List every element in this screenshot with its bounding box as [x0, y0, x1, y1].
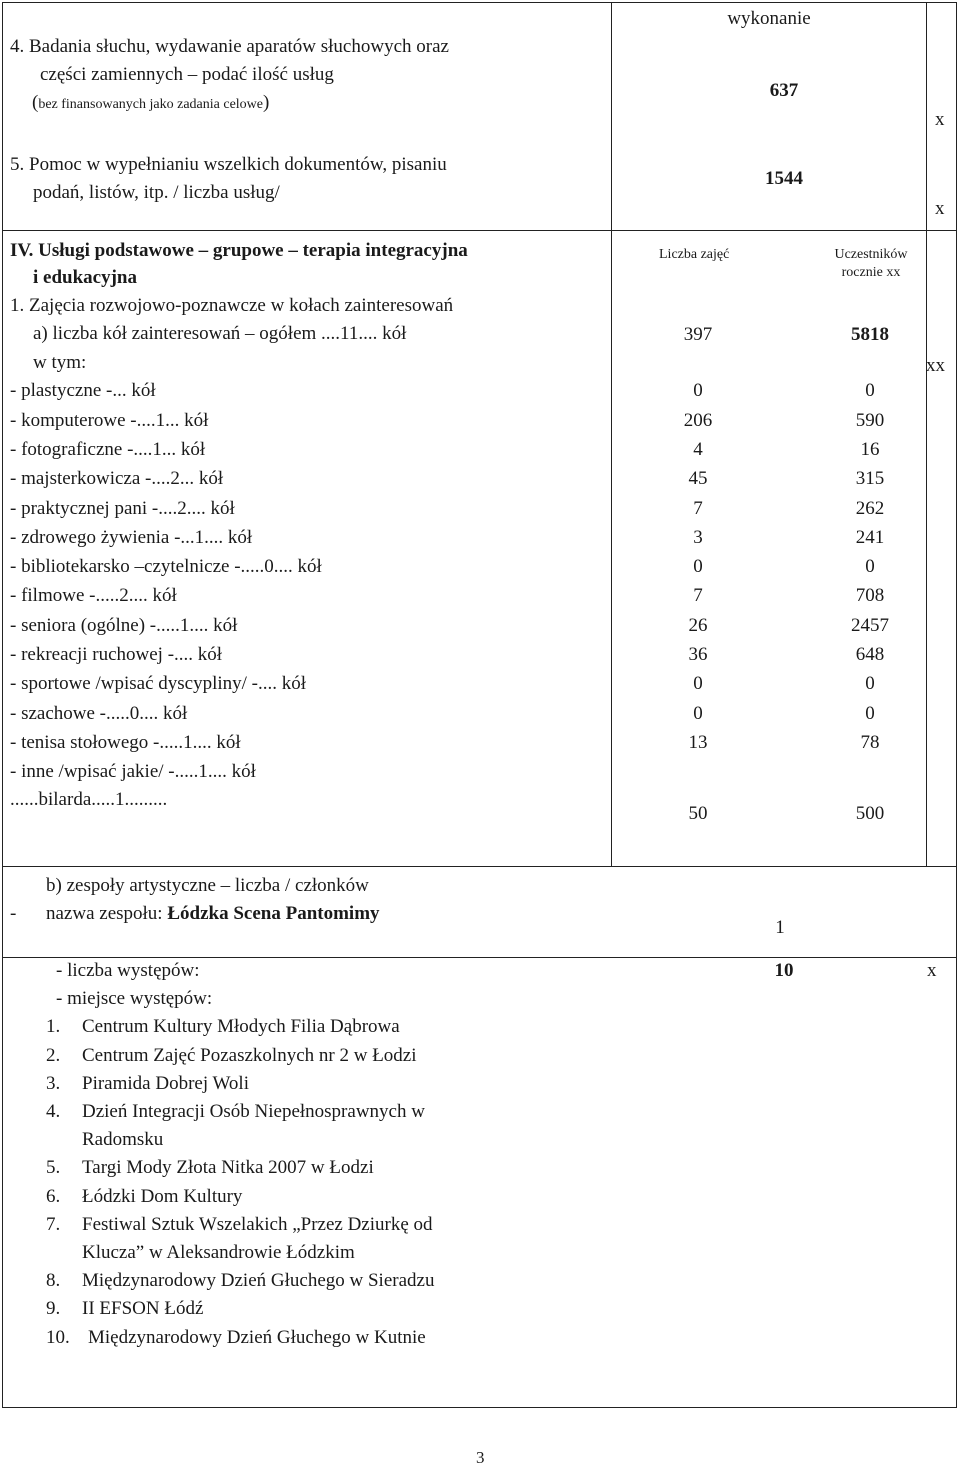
section-title-line-1: IV. Usługi podstawowe – grupowe – terapia integracyjna [10, 240, 468, 261]
place-number: 8. [46, 1270, 61, 1291]
row-divider-wystepy [2, 957, 957, 958]
item-4-line-3: (bez finansowanych jako zadania celowe) [32, 92, 270, 113]
table-border-top [2, 2, 957, 3]
row-divider-zespoly [2, 866, 957, 867]
row-zajec: 36 [688, 644, 708, 665]
row-uczest: 708 [855, 585, 885, 606]
header-uczestnikow-line-2: rocznie xx [841, 265, 901, 280]
zespoly-dash: - [10, 903, 17, 924]
page-number: 3 [476, 1448, 485, 1467]
row-zajec: 7 [693, 585, 703, 606]
section-title-line-2: i edukacyjna [33, 267, 137, 288]
row-zajec: 13 [688, 732, 708, 753]
row-zajec: 4 [693, 439, 703, 460]
zespoly-count: 1 [775, 917, 785, 938]
item-1-line-2: a) liczba kół zainteresowań – ogółem ....11.... kół [33, 323, 407, 344]
row-divider-top-section [2, 230, 957, 231]
row-label: - komputerowe -....1... kół [10, 410, 209, 431]
column-divider-left [611, 2, 612, 866]
row-label: - plastyczne -... kół [10, 380, 156, 401]
total-liczba-zajec: 397 [683, 324, 713, 345]
row-uczest: 0 [865, 556, 875, 577]
place-text: Festiwal Sztuk Wszelakich „Przez Dziurkę od [82, 1214, 433, 1235]
row-uczest: 0 [865, 703, 875, 724]
inne-label-line-1: - inne /wpisać jakie/ -.....1.... kół [10, 761, 256, 782]
row-label: - tenisa stołowego -.....1.... kół [10, 732, 241, 753]
row-zajec: 7 [693, 498, 703, 519]
inne-zajec: 50 [688, 803, 708, 824]
header-liczba-zajec: Liczba zajęć [659, 247, 730, 262]
place-text: Dzień Integracji Osób Niepełnosprawnych w [82, 1101, 425, 1122]
place-number: 10. [46, 1327, 70, 1348]
row-uczest: 0 [865, 380, 875, 401]
place-number: 6. [46, 1186, 61, 1207]
place-text: Piramida Dobrej Woli [82, 1073, 249, 1094]
row-label: - szachowe -.....0.... kół [10, 703, 188, 724]
place-number: 1. [46, 1016, 61, 1037]
value-item-4: 637 [769, 80, 799, 101]
column-header-wykonanie: wykonanie [727, 8, 811, 29]
inne-label-line-2: ......bilarda.....1......... [10, 789, 168, 810]
item-5-line-1: 5. Pomoc w wypełnianiu wszelkich dokumentów, pisaniu [10, 154, 447, 175]
row-uczest: 648 [855, 644, 885, 665]
place-text: Targi Mody Złota Nitka 2007 w Łodzi [82, 1157, 374, 1178]
miejsce-label: - miejsce występów: [56, 988, 213, 1009]
place-text: Centrum Kultury Młodych Filia Dąbrowa [82, 1016, 400, 1037]
row-zajec: 0 [693, 380, 703, 401]
row-label: - majsterkowicza -....2... kół [10, 468, 224, 489]
row-uczest: 16 [860, 439, 880, 460]
item-1-line-3: w tym: [33, 352, 87, 373]
row-label: - sportowe /wpisać dyscypliny/ -.... kół [10, 673, 307, 694]
place-number: 3. [46, 1073, 61, 1094]
place-number: 4. [46, 1101, 61, 1122]
place-text-cont: Radomsku [82, 1129, 164, 1150]
x-mark-item-5: x [935, 198, 945, 219]
table-border-bottom [2, 1407, 957, 1408]
place-text: Międzynarodowy Dzień Głuchego w Kutnie [88, 1327, 426, 1348]
x-mark-item-4: x [935, 109, 945, 130]
item-4-line-2: części zamiennych – podać ilość usług [40, 64, 334, 85]
row-uczest: 78 [860, 732, 880, 753]
row-zajec: 45 [688, 468, 708, 489]
row-label: - bibliotekarsko –czytelnicze -.....0.... kół [10, 556, 322, 577]
zespoly-name-line: nazwa zespołu: Łódzka Scena Pantomimy [46, 903, 380, 924]
wystepy-label: - liczba występów: [56, 960, 200, 981]
total-uczestnikow: 5818 [851, 324, 889, 345]
row-label: - seniora (ogólne) -.....1.... kół [10, 615, 238, 636]
row-uczest: 262 [855, 498, 885, 519]
row-zajec: 3 [693, 527, 703, 548]
item-5-line-2: podań, listów, itp. / liczba usług/ [33, 182, 280, 203]
header-uczestnikow-line-1: Uczestników [834, 247, 908, 262]
row-label: - rekreacji ruchowej -.... kół [10, 644, 223, 665]
row-zajec: 206 [683, 410, 713, 431]
place-text-cont: Klucza” w Aleksandrowie Łódzkim [82, 1242, 355, 1263]
place-text: II EFSON Łódź [82, 1298, 204, 1319]
row-zajec: 26 [688, 615, 708, 636]
row-label: - filmowe -.....2.... kół [10, 585, 177, 606]
row-uczest: 2457 [851, 615, 889, 636]
item-1-line-1: 1. Zajęcia rozwojowo-poznawcze w kołach zainteresowań [10, 295, 454, 316]
column-divider-right [926, 2, 927, 866]
row-zajec: 0 [693, 703, 703, 724]
row-label: - praktycznej pani -....2.... kół [10, 498, 235, 519]
row-uczest: 315 [855, 468, 885, 489]
wystepy-x-mark: x [927, 960, 937, 981]
place-text: Łódzki Dom Kultury [82, 1186, 243, 1207]
value-item-5: 1544 [765, 168, 803, 189]
row-zajec: 0 [693, 556, 703, 577]
row-label: - zdrowego żywienia -...1.... kół [10, 527, 253, 548]
row-zajec: 0 [693, 673, 703, 694]
row-uczest: 241 [855, 527, 885, 548]
xx-mark: xx [926, 355, 945, 376]
row-uczest: 590 [855, 410, 885, 431]
place-text: Międzynarodowy Dzień Głuchego w Sieradzu [82, 1270, 435, 1291]
table-border-left [2, 2, 3, 1408]
place-number: 9. [46, 1298, 61, 1319]
place-number: 7. [46, 1214, 61, 1235]
table-border-right [956, 2, 957, 1408]
item-4-line-1: 4. Badania słuchu, wydawanie aparatów słuchowych oraz [10, 36, 449, 57]
wystepy-value: 10 [774, 960, 794, 981]
place-number: 2. [46, 1045, 61, 1066]
zespoly-line-1: b) zespoły artystyczne – liczba / członków [46, 875, 369, 896]
place-number: 5. [46, 1157, 61, 1178]
row-label: - fotograficzne -....1... kół [10, 439, 206, 460]
inne-uczest: 500 [855, 803, 885, 824]
row-uczest: 0 [865, 673, 875, 694]
place-text: Centrum Zajęć Pozaszkolnych nr 2 w Łodzi [82, 1045, 417, 1066]
